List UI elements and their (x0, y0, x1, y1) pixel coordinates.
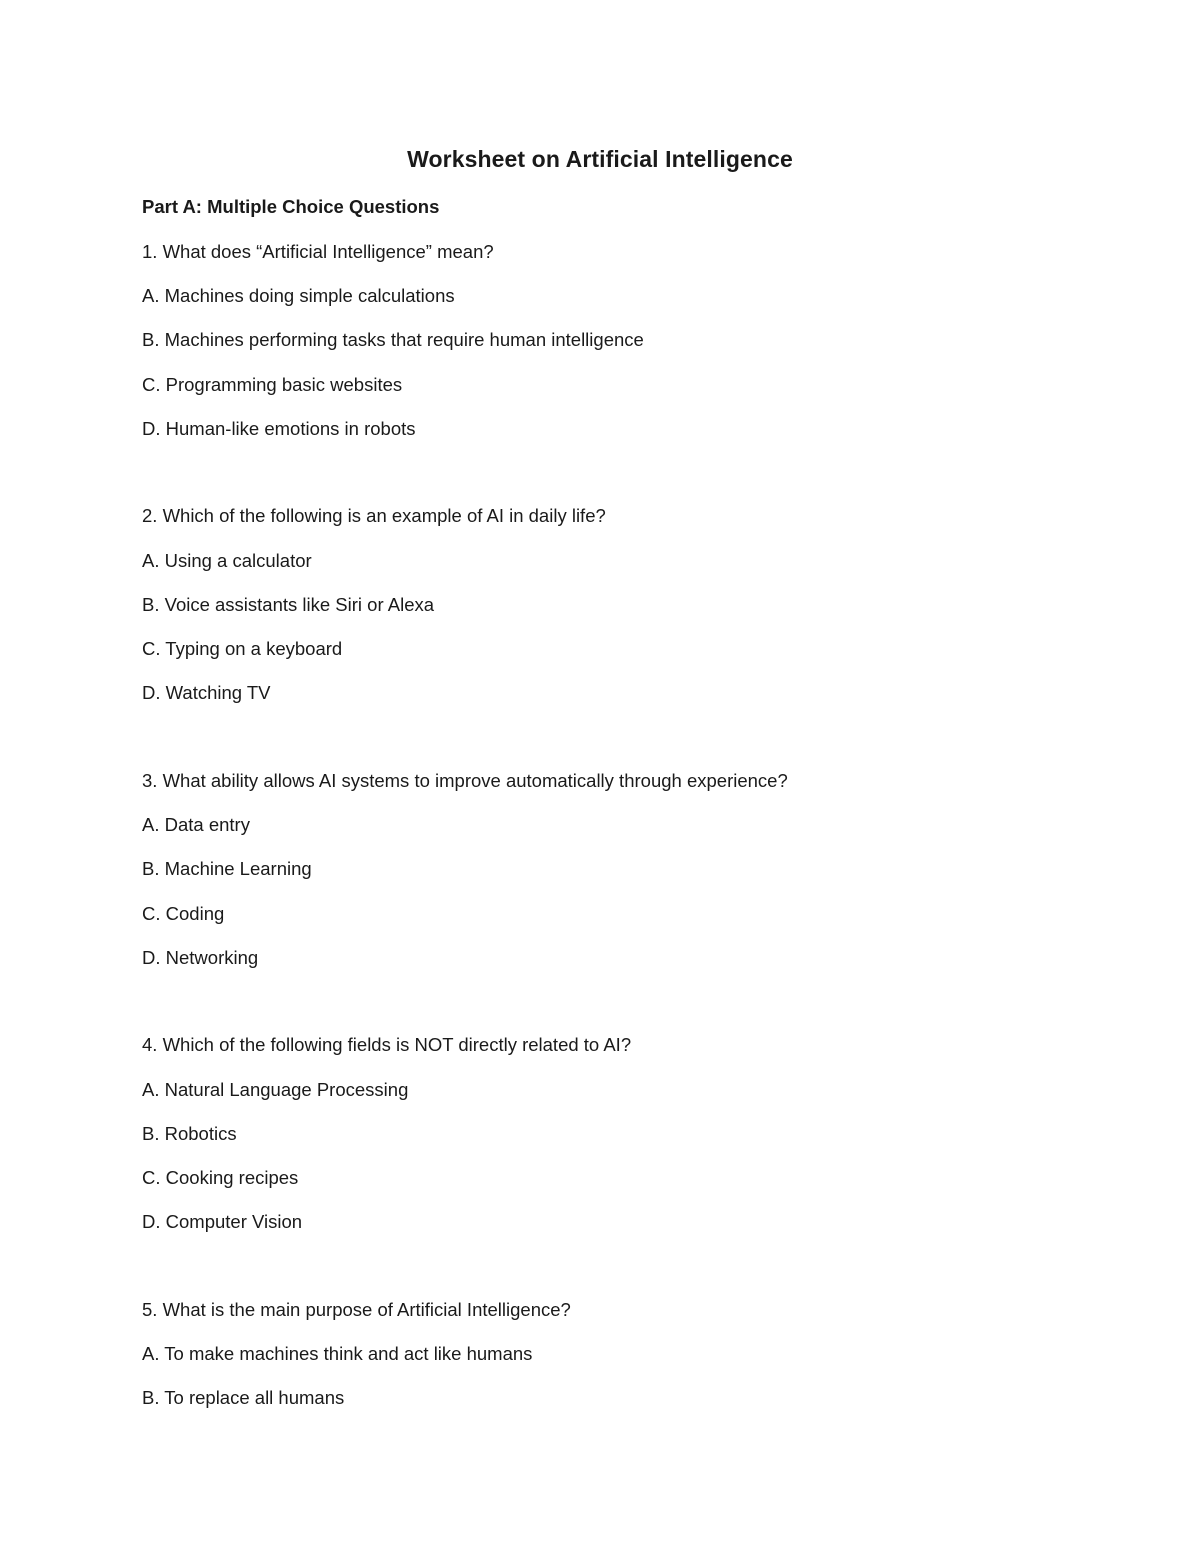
question-5-text: 5. What is the main purpose of Artificial Intelligence? (142, 1299, 571, 1320)
question-3-option-c: C. Coding (142, 903, 225, 924)
question-2-option-d: D. Watching TV (142, 682, 271, 703)
question-3-text: 3. What ability allows AI systems to improve automatically through experience? (142, 770, 788, 791)
question-1-option-b: B. Machines performing tasks that require human intelligence (142, 329, 644, 350)
question-3-option-b: B. Machine Learning (142, 858, 312, 879)
question-2-text: 2. Which of the following is an example of AI in daily life? (142, 505, 606, 526)
question-4-option-a: A. Natural Language Processing (142, 1079, 409, 1100)
document-title: Worksheet on Artificial Intelligence (407, 146, 793, 172)
question-1-option-c: C. Programming basic websites (142, 374, 403, 395)
question-1-option-a: A. Machines doing simple calculations (142, 285, 455, 306)
question-4-option-b: B. Robotics (142, 1123, 237, 1144)
question-3-option-d: D. Networking (142, 947, 259, 968)
question-2-option-b: B. Voice assistants like Siri or Alexa (142, 594, 435, 615)
question-3-option-a: A. Data entry (142, 814, 250, 835)
question-1-text: 1. What does “Artificial Intelligence” mean? (142, 241, 494, 262)
part-a-heading: Part A: Multiple Choice Questions (142, 196, 440, 217)
question-5-option-b: B. To replace all humans (142, 1387, 345, 1408)
question-2-option-a: A. Using a calculator (142, 550, 312, 571)
question-4-text: 4. Which of the following fields is NOT directly related to AI? (142, 1034, 632, 1055)
question-5-option-a: A. To make machines think and act like humans (142, 1343, 533, 1364)
question-4-option-c: C. Cooking recipes (142, 1167, 299, 1188)
question-4-option-d: D. Computer Vision (142, 1211, 303, 1232)
question-1-option-d: D. Human-like emotions in robots (142, 418, 416, 439)
question-2-option-c: C. Typing on a keyboard (142, 638, 343, 659)
